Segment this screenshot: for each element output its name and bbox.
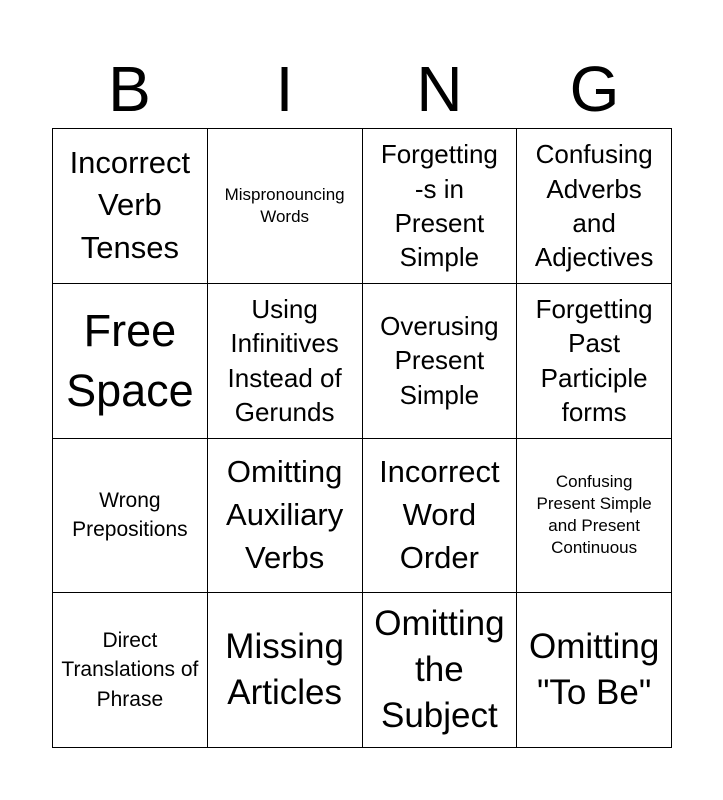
bingo-cell[interactable]: [363, 129, 518, 284]
bingo-cell-text: Incorrect Verb Tenses: [69, 144, 191, 266]
bingo-cell-text: Missing Articles: [225, 626, 344, 713]
bingo-header: [52, 50, 672, 128]
bingo-cell-text: Confusing Present Simple and Present Continuous: [536, 472, 652, 558]
header-letter-i: I: [275, 53, 294, 125]
bingo-board: [52, 128, 672, 748]
bingo-cell[interactable]: [517, 439, 672, 594]
bingo-cell-text: Using Infinitives Instead of Gerunds: [227, 294, 342, 427]
free-space-text: Free Space: [66, 305, 194, 416]
bingo-cell-text: Forgetting -s in Present Simple: [380, 139, 498, 273]
header-letter-b: B: [108, 53, 151, 125]
header-letter-n: N: [416, 53, 463, 125]
bingo-cell-text: Direct Translations of Phrase: [61, 629, 199, 711]
bingo-cell[interactable]: [363, 439, 518, 594]
bingo-cell-text: Mispronouncing Words: [224, 184, 345, 226]
bingo-cell[interactable]: [517, 284, 672, 439]
bingo-cell-text: Overusing Present Simple: [380, 311, 499, 410]
bingo-cell[interactable]: [208, 439, 363, 594]
bingo-cell[interactable]: [53, 439, 208, 594]
bingo-cell-text: Omitting Auxiliary Verbs: [226, 454, 344, 575]
bingo-cell[interactable]: [208, 593, 363, 748]
bingo-cell[interactable]: [363, 593, 518, 748]
bingo-cell[interactable]: [517, 129, 672, 284]
bingo-cell-text: Incorrect Word Order: [379, 454, 500, 575]
bingo-cell-text: Omitting "To Be": [528, 626, 660, 713]
bingo-cell-text: Forgetting Past Participle forms: [535, 294, 653, 427]
bingo-cell[interactable]: [208, 284, 363, 439]
bingo-cell[interactable]: [53, 129, 208, 284]
bingo-cell-text: Omitting the Subject: [374, 603, 505, 736]
bingo-cell[interactable]: [53, 593, 208, 748]
bingo-cell-text: Confusing Adverbs and Adjectives: [534, 139, 654, 273]
bingo-cell[interactable]: [517, 593, 672, 748]
bingo-cell-text: Wrong Prepositions: [72, 488, 188, 542]
bingo-cell-free-space[interactable]: [53, 284, 208, 439]
bingo-cell[interactable]: [208, 129, 363, 284]
header-letter-g: G: [569, 53, 620, 125]
bingo-cell[interactable]: [363, 284, 518, 439]
